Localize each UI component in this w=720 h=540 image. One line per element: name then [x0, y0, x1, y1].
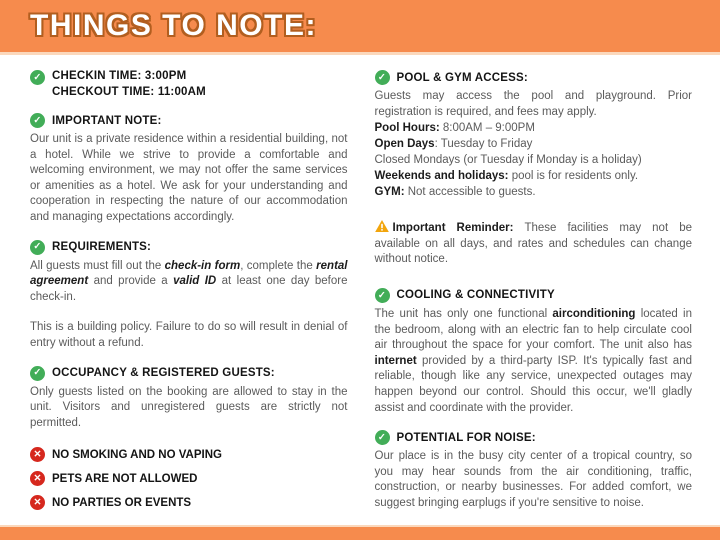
content-area	[0, 55, 720, 526]
prohibition-row	[30, 471, 348, 486]
section-cooling	[375, 288, 693, 416]
weekends-holidays-line: Weekends and holidays: pool is for residents only.	[374, 170, 639, 183]
check-icon: ✓	[30, 70, 45, 85]
pool-gym-heading: POOL & GYM ACCESS:	[396, 71, 528, 84]
gym-line: GYM: Not accessible to guests.	[374, 186, 536, 199]
pool-gym-details	[375, 120, 693, 200]
section-noise	[375, 430, 693, 511]
requirements-policy-note: This is a building policy. Failure to do so will result in denial of entry without a refund.	[30, 321, 348, 349]
section-requirements	[30, 240, 348, 352]
page-title: THINGS TO NOTE:	[30, 9, 317, 42]
cooling-body: The unit has only one functional airconditioning located in the bedroom, along with an electric fan to help circulate cool air throughout the space for your comfort. The unit also has internet provided by a third-party ISP. It's typically fast and reliable, though like any service, unexpected outages may happen beyond our control. Should this occur, we'll gladly assist and coordinate with the provider.	[374, 307, 692, 414]
checkin-time-label: CHECKIN TIME: 3:00PM	[52, 70, 187, 82]
section-occupancy	[30, 366, 348, 432]
cross-icon: ✕	[30, 471, 45, 486]
left-column	[30, 70, 348, 526]
prohibitions-list	[30, 447, 348, 510]
requirements-body: All guests must fill out the check-in form, complete the rental agreement and provide a valid ID at least one day before check-in.	[30, 259, 348, 303]
section-pool-gym	[375, 70, 693, 200]
pool-hours-line: Pool Hours: 8:00AM – 9:00PM	[374, 122, 535, 135]
footer-bar	[0, 525, 720, 540]
open-days-line: Open Days: Tuesday to Friday	[374, 138, 533, 151]
pool-gym-intro: Guests may access the pool and playground. Prior registration is required, and fees may apply.	[374, 90, 692, 118]
occupancy-body: Only guests listed on the booking are allowed to stay in the unit. Visitors and unregistered guests are strictly not permitted.	[30, 385, 348, 429]
checkout-time-label: CHECKOUT TIME: 11:00AM	[52, 86, 206, 98]
warning-icon	[375, 220, 389, 232]
important-note-heading: IMPORTANT NOTE:	[52, 114, 162, 127]
prohibition-row	[30, 447, 348, 462]
check-icon: ✓	[375, 430, 390, 445]
requirements-heading: REQUIREMENTS:	[52, 241, 152, 254]
cooling-heading: COOLING & CONNECTIVITY	[396, 289, 555, 302]
noise-body: Our place is in the busy city center of a tropical country, so you may hear sounds from the air conditioning, traffic, construction, or nearby businesses. For added comfort, we suggest bringing earplugs if you're sensitive to noise.	[374, 450, 692, 509]
check-icon: ✓	[30, 113, 45, 128]
header-bar	[0, 0, 720, 55]
check-icon: ✓	[375, 288, 390, 303]
no-parties-label: NO PARTIES OR EVENTS	[52, 496, 192, 509]
check-icon: ✓	[30, 240, 45, 255]
section-important-note	[30, 113, 348, 226]
reminder-paragraph: Important Reminder: These facilities may not be available on all days, and rates and schedules can change without notice.	[374, 222, 692, 266]
cross-icon: ✕	[30, 447, 45, 462]
section-checkin	[30, 70, 348, 99]
section-reminder	[375, 220, 693, 268]
prohibition-row	[30, 495, 348, 510]
check-icon: ✓	[375, 70, 390, 85]
no-smoking-label: NO SMOKING AND NO VAPING	[52, 448, 222, 461]
check-icon: ✓	[30, 366, 45, 381]
cross-icon: ✕	[30, 495, 45, 510]
closed-mondays-line: Closed Mondays (or Tuesday if Monday is a holiday)	[374, 154, 642, 167]
important-note-body: Our unit is a private residence within a residential building, not a hotel. While we strive to provide a comfortable and welcoming environment, we may not offer the same services or amenities as a hotel. We ask for your understanding and cooperation in respecting the nature of our accommodation and managing expectations accordingly.	[30, 133, 348, 223]
occupancy-heading: OCCUPANCY & REGISTERED GUESTS:	[52, 367, 275, 380]
right-column	[375, 70, 693, 526]
noise-heading: POTENTIAL FOR NOISE:	[396, 431, 536, 444]
no-pets-label: PETS ARE NOT ALLOWED	[52, 472, 198, 485]
